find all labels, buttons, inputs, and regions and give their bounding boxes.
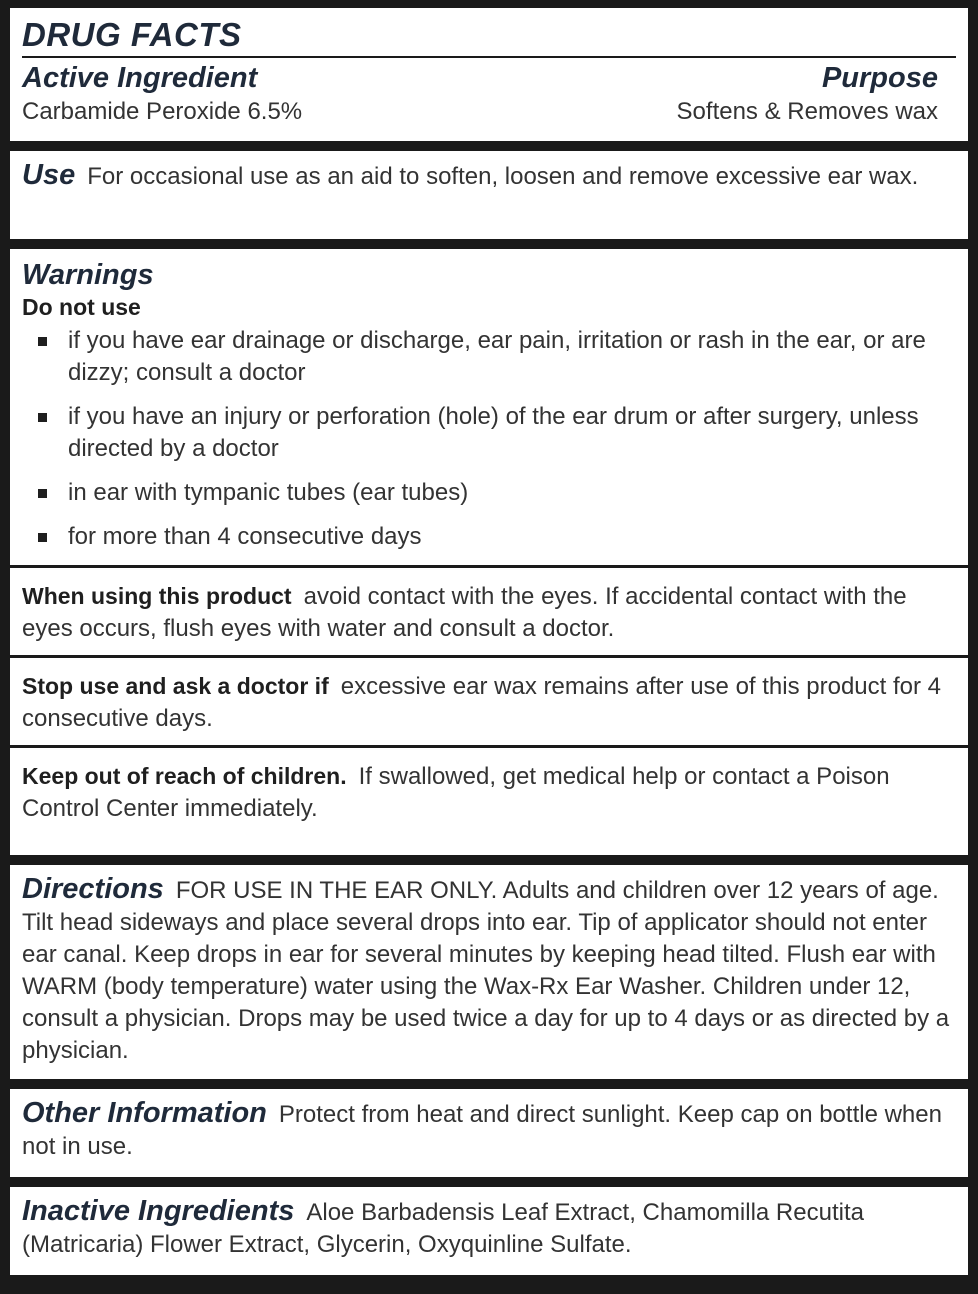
inactive-ingredients-section (22, 1195, 956, 1261)
list-item-text: if you have an injury or perforation (hole) of the ear drum or after surgery, unless directed by a doctor (68, 403, 919, 462)
directions-heading: Directions (22, 873, 164, 905)
stop-use-text: excessive ear wax remains after use of this product for 4 consecutive days. (22, 673, 942, 732)
list-item-text: if you have ear drainage or discharge, ear pain, irritation or rash in the ear, or are dizzy; consult a doctor (68, 327, 926, 386)
header-panel (10, 8, 968, 141)
bullet-icon (38, 533, 47, 542)
other-information-section (22, 1097, 956, 1163)
active-purpose-value-row (22, 96, 956, 128)
warnings-heading: Warnings (22, 259, 154, 291)
drug-facts-title: DRUG FACTS (22, 16, 956, 58)
directions-text: FOR USE IN THE EAR ONLY. Adults and children over 12 years of age. Tilt head sideways and place several drops into ear. Tip of applicator should not enter ear canal. Keep drops in ear for several minutes by keeping head tilted. Flush ear with WARM (body temperature) water using the Wax-Rx Ear Washer. Children under 12, consult a physician. Drops may be used twice a day for up to 4 days or as directed by a physician. (22, 877, 950, 1064)
stop-use-heading: Stop use and ask a doctor if (22, 673, 329, 699)
active-purpose-heading-row (22, 60, 956, 96)
keep-out-text: If swallowed, get medical help or contact a Poison Control Center immediately. (22, 763, 890, 822)
inactive-ingredients-text: Aloe Barbadensis Leaf Extract, Chamomilla Recutita (Matricaria) Flower Extract, Glycerin, Oxyquinline Sulfate. (22, 1199, 864, 1258)
purpose-heading: Purpose (821, 62, 938, 94)
when-using-section (22, 580, 956, 645)
inactive-ingredients-heading: Inactive Ingredients (22, 1195, 295, 1227)
active-ingredient-heading: Active Ingredient (22, 62, 258, 94)
active-ingredient-value: Carbamide Peroxide 6.5% (22, 98, 303, 125)
use-section (22, 159, 956, 193)
warnings-panel (10, 249, 968, 855)
section-divider (10, 655, 968, 658)
list-item (22, 477, 956, 509)
keep-out-heading: Keep out of reach of children. (22, 763, 347, 789)
use-text: For occasional use as an aid to soften, loosen and remove excessive ear wax. (87, 163, 919, 190)
directions-panel (10, 865, 968, 1079)
other-information-heading: Other Information (22, 1097, 267, 1129)
use-panel (10, 151, 968, 239)
keep-out-section (22, 760, 956, 825)
purpose-value: Softens & Removes wax (676, 98, 938, 125)
bullet-icon (38, 489, 47, 498)
inactive-ingredients-panel (10, 1187, 968, 1275)
stop-use-section (22, 670, 956, 735)
list-item-text: in ear with tympanic tubes (ear tubes) (68, 479, 469, 506)
bullet-icon (38, 337, 47, 346)
other-information-panel (10, 1089, 968, 1177)
do-not-use-heading: Do not use (22, 294, 141, 320)
list-item (22, 325, 956, 389)
use-heading: Use (22, 159, 76, 191)
list-item (22, 521, 956, 553)
section-divider (10, 745, 968, 748)
do-not-use-list (22, 325, 956, 553)
list-item-text: for more than 4 consecutive days (68, 523, 422, 550)
bullet-icon (38, 413, 47, 422)
directions-section (22, 873, 956, 1067)
when-using-text: avoid contact with the eyes. If accidental contact with the eyes occurs, flush eyes with water and consult a doctor. (22, 583, 907, 642)
section-divider (10, 565, 968, 568)
list-item (22, 401, 956, 465)
when-using-heading: When using this product (22, 583, 292, 609)
other-information-text: Protect from heat and direct sunlight. Keep cap on bottle when not in use. (22, 1101, 942, 1160)
